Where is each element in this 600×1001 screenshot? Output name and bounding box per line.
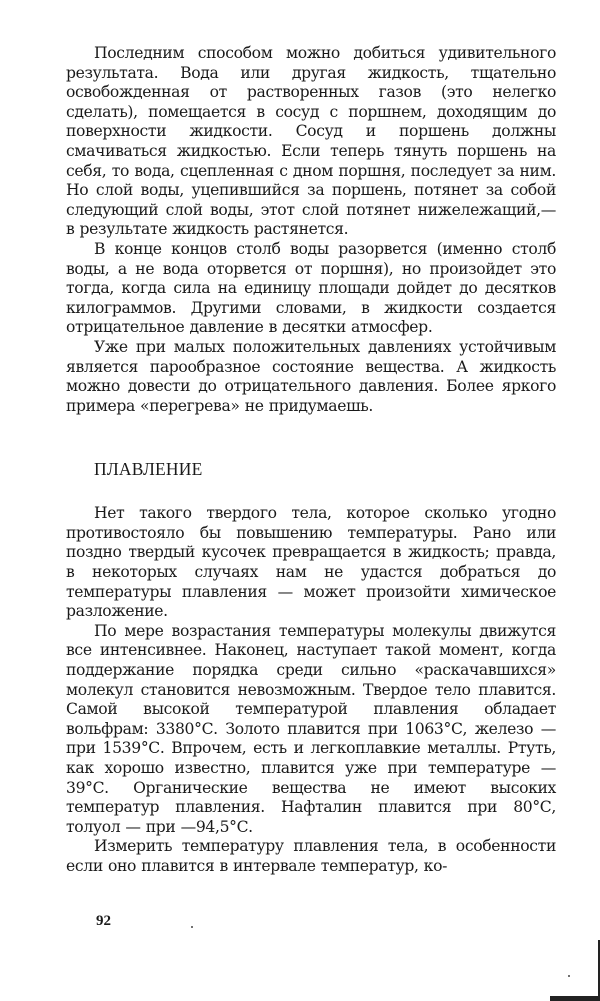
scan-speck — [568, 975, 570, 977]
section-heading: ПЛАВЛЕНИЕ — [94, 459, 203, 480]
paragraph-negative-pressure: В конце концов столб воды разорвется (именно столб воды, а не вода оторвется от поршня), но произойдет это тогда, когда сила на единицу площади дойдет до десятков килограммов. Другими словами, в жидкости создается отрицательное давление в десятки атмосфер. — [66, 239, 556, 337]
scan-speck — [191, 926, 193, 928]
scan-corner-artifact — [550, 996, 600, 1001]
paragraph-melting-points: По мере возрастания температуры молекулы движутся все интенсивнее. Наконец, наступает такой момент, когда поддержание порядка среди сильно «раскачавшихся» молекул становится невозможным. Твердое тело плавится. Самой высокой температурой плавления обладает вольфрам: 3380°С. Золото плавится при 1063°С, железо — при 1539°С. Впрочем, есть и легкоплавкие металлы. Ртуть, как хорошо известно, плавится уже при температуре —39°С. Органические вещества не имеют высоких температур плавления. Нафталин плавится при 80°С, толуол — при —94,5°С. — [66, 621, 556, 836]
paragraph-measuring-melting: Измерить температуру плавления тела, в особенности если оно плавится в интервале температур, ко- — [66, 837, 556, 875]
section-body — [66, 504, 556, 876]
paragraph-liquid-stretching: Последним способом можно добиться удивительного результата. Вода или другая жидкость, тщательно освобожденная от растворенных газов (это нелегко сделать), помещается в сосуд с поршнем, доходящим до поверхности жидкости. Сосуд и поршень должны смачиваться жидкостью. Если теперь тянуть поршень на себя, то вода, сцепленная с дном поршня, последует за ним. Но слой воды, уцепившийся за поршень, потянет за собой следующий слой воды, этот слой потянет нижележащий,— в результате жидкость растянется. — [66, 44, 556, 239]
book-page — [66, 44, 556, 877]
page-number: 92 — [96, 913, 111, 929]
paragraph-superheating-example: Уже при малых положительных давлениях устойчивым является парообразное состояние вещества. А жидкость можно довести до отрицательного давления. Более яркого примера «перегрева» не придумаешь. — [66, 337, 556, 415]
paragraph-melting-intro: Нет такого твердого тела, которое сколько угодно противостояло бы повышению температуры. Рано или поздно твердый кусочек превращается в жидкость; правда, в некоторых случаях нам не удастся добраться до температуры плавления — может произойти химическое разложение. — [66, 504, 556, 621]
